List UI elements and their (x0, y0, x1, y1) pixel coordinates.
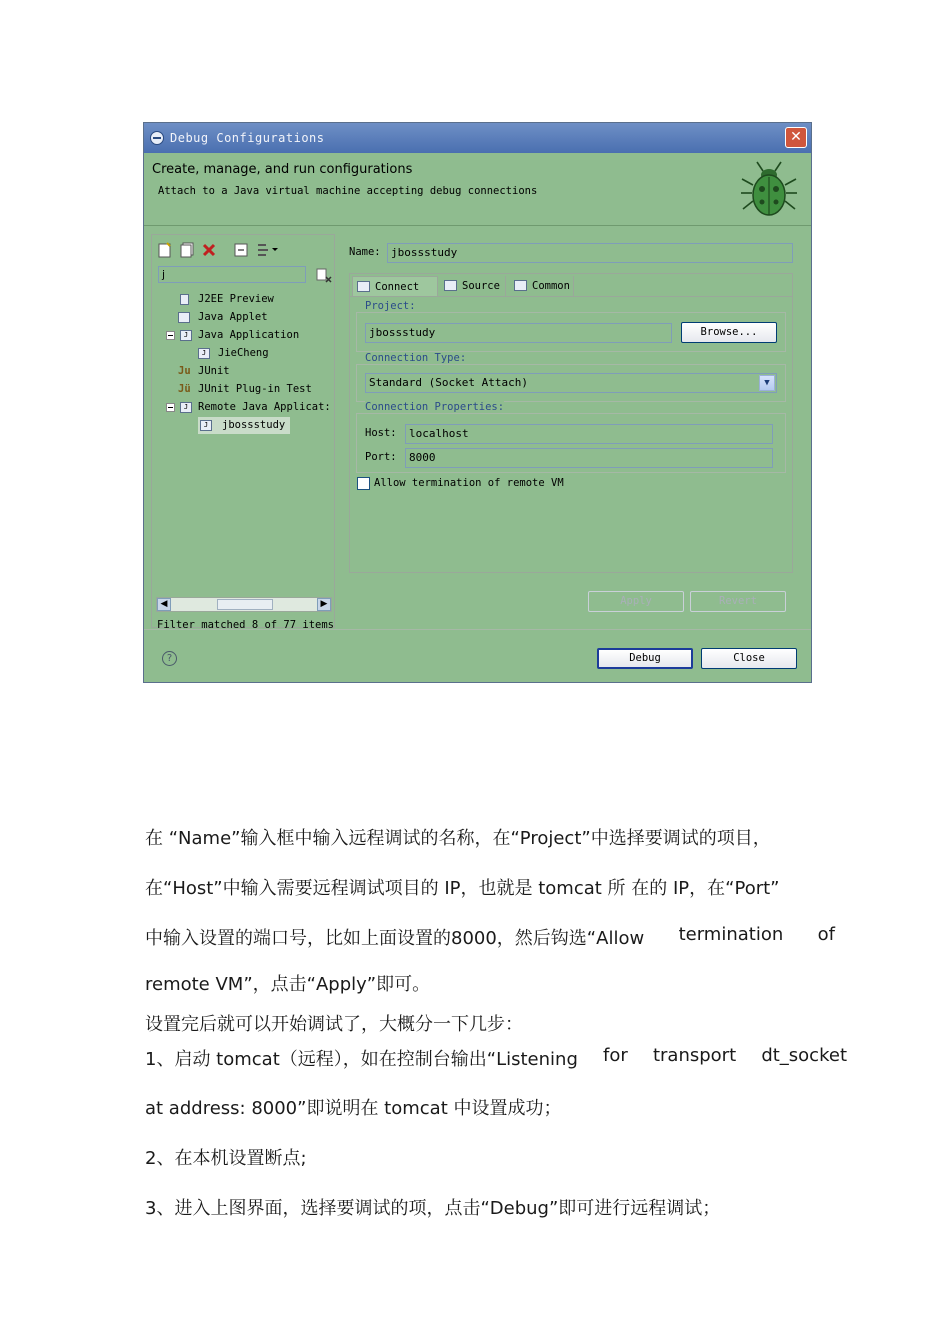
debug-bug-icon (739, 159, 799, 221)
tab-connect[interactable]: Connect (352, 276, 438, 296)
connection-type-group (356, 352, 786, 402)
title-bar[interactable] (144, 123, 811, 153)
java-application-icon: J (180, 330, 192, 341)
window-title: Debug Configurations (170, 131, 325, 145)
allow-termination-label: Allow termination of remote VM (374, 477, 564, 489)
java-launch-icon: J (198, 348, 210, 359)
collapse-icon[interactable] (166, 331, 175, 340)
tree-item-selected[interactable]: J jbossstudy (198, 417, 290, 434)
project-group (356, 300, 786, 352)
j2ee-icon (180, 294, 189, 305)
paragraph-line: remote VM”，点击“Apply”即可。 (145, 974, 431, 995)
horizontal-scrollbar[interactable] (156, 597, 332, 612)
project-input[interactable]: jbossstudy (365, 323, 672, 343)
new-config-icon[interactable] (158, 242, 172, 258)
duplicate-config-icon[interactable] (180, 242, 194, 258)
connect-icon (357, 281, 370, 292)
scroll-thumb[interactable] (217, 599, 273, 610)
paragraph-line: 设置完后就可以开始调试了，大概分一下几步： (145, 1014, 523, 1035)
allow-termination-checkbox[interactable] (357, 477, 370, 490)
filter-status: Filter matched 8 of 77 items (157, 619, 335, 631)
header-subtitle: Attach to a Java virtual machine accepting debug connections (158, 185, 538, 197)
paragraph-line: 2、在本机设置断点; (145, 1148, 307, 1169)
common-icon (514, 280, 527, 291)
config-toolbar (158, 240, 333, 260)
eclipse-icon (150, 131, 164, 145)
source-icon (444, 280, 457, 291)
paragraph-line: at address: 8000”即说明在 tomcat 中设置成功； (145, 1098, 562, 1119)
name-label: Name: (349, 246, 381, 258)
connection-properties-label: Connection Properties: (365, 401, 505, 413)
header-title: Create, manage, and run configurations (152, 162, 413, 177)
debug-button[interactable]: Debug (597, 648, 693, 669)
tab-source[interactable]: Source (440, 276, 506, 296)
dialog-header (144, 153, 811, 226)
connection-type-label: Connection Type: (365, 352, 467, 364)
revert-button[interactable]: Revert (690, 591, 786, 612)
java-applet-icon (178, 312, 190, 323)
port-input[interactable]: 8000 (405, 448, 773, 468)
tab-divider (350, 296, 792, 297)
apply-button[interactable]: Apply (588, 591, 684, 612)
browse-button[interactable]: Browse... (681, 322, 777, 343)
close-button[interactable]: Close (701, 648, 797, 669)
connection-type-select[interactable]: Standard (Socket Attach) ▼ (365, 373, 777, 393)
paragraph-line: 1、启动 tomcat（远程），如在控制台输出“Listening for transport dt_socket (145, 1045, 847, 1070)
collapse-all-icon[interactable] (234, 242, 248, 258)
scroll-left-icon[interactable]: ◀ (157, 598, 171, 611)
name-input[interactable]: jbossstudy (387, 243, 793, 263)
junit-icon: Ju (178, 365, 191, 377)
paragraph-line: 在“Host”中输入需要远程调试项目的 IP，也就是 tomcat 所 在的 IP，在“Port” (145, 878, 780, 899)
host-input[interactable]: localhost (405, 424, 773, 444)
remote-launch-icon: J (200, 420, 212, 431)
paragraph-line: 中输入设置的端口号，比如上面设置的8000，然后钩选“Allow termination of (145, 924, 835, 949)
host-label: Host: (365, 427, 397, 439)
paragraph-line: 在 “Name”输入框中输入远程调试的名称，在“Project”中选择要调试的项目， (145, 828, 771, 849)
clear-filter-icon[interactable] (316, 268, 332, 284)
debug-configurations-dialog (143, 122, 812, 683)
help-icon[interactable]: ? (162, 651, 177, 666)
configuration-list-pane: j J2EE Preview Java Applet J Java Application J JieCheng Ju JUnit Jü JUnit Plug-in Test J Remote Java Applicat: J jbossstudy ◀ ▶ Filter matched 8 of 77 items (151, 234, 335, 628)
scroll-right-icon[interactable]: ▶ (317, 598, 331, 611)
port-label: Port: (365, 451, 397, 463)
project-label: Project: (365, 300, 416, 312)
connection-properties-group (356, 401, 786, 473)
config-tabs (349, 273, 793, 573)
filter-input[interactable]: j (158, 266, 306, 283)
junit-plugin-icon: Jü (178, 383, 191, 395)
filter-menu-icon[interactable] (256, 242, 278, 258)
collapse-icon[interactable] (166, 403, 175, 412)
chevron-down-icon[interactable]: ▼ (759, 375, 775, 391)
close-window-button[interactable]: ✕ (785, 127, 807, 148)
delete-config-icon[interactable] (202, 242, 216, 258)
remote-java-icon: J (180, 402, 192, 413)
tab-common[interactable]: Common (510, 276, 574, 296)
paragraph-line: 3、进入上图界面，选择要调试的项，点击“Debug”即可进行远程调试； (145, 1198, 721, 1219)
